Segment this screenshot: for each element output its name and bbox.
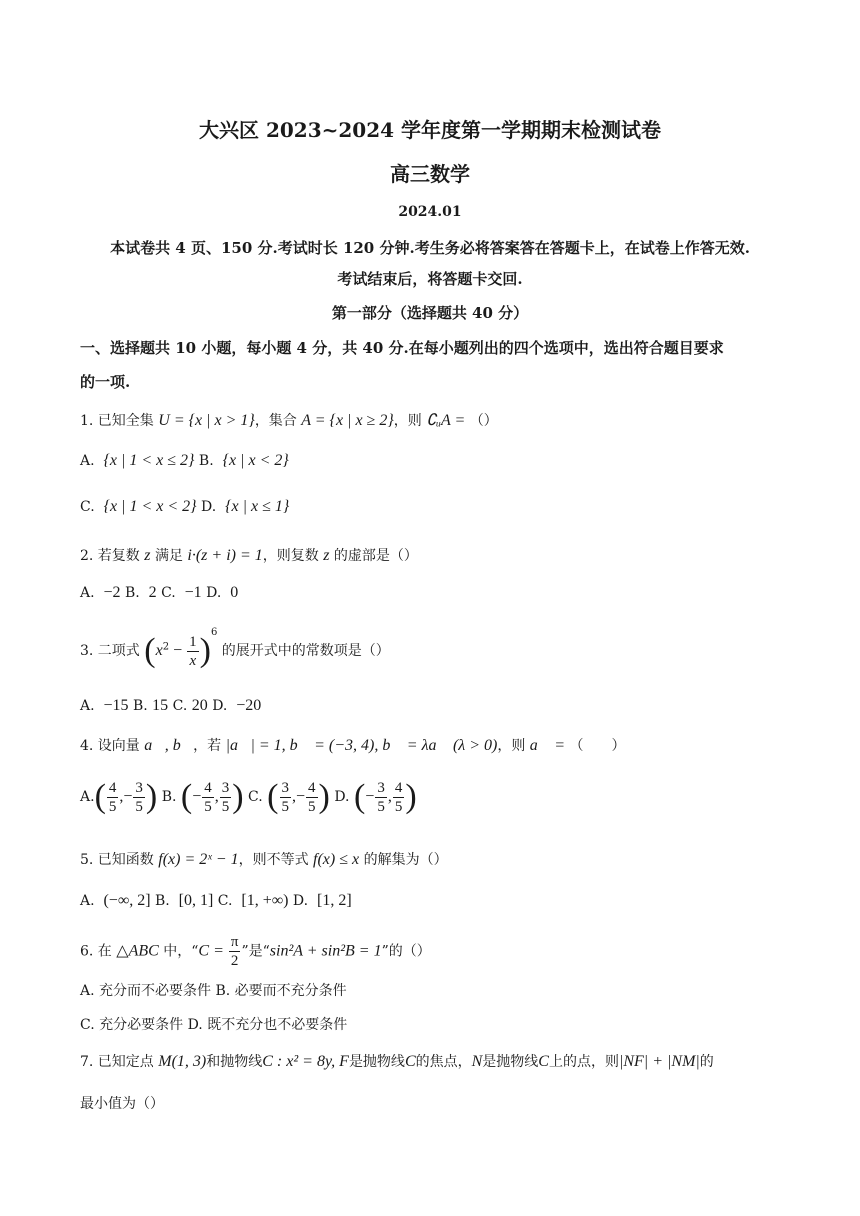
option-d: D. 0 xyxy=(206,584,239,601)
math-expression: |a⃗| = 1, b⃗ = (−3, 4), b⃗ = λa⃗ (λ > 0) xyxy=(225,737,498,754)
math-expression: f(x) = 2ˣ − 1 xyxy=(158,851,239,868)
option-b: B. (− $\frac{4}{5}$ , $\frac{3}{5}$ ) xyxy=(161,778,244,815)
option-b: B. 15 xyxy=(132,697,169,714)
section-heading-line-2: 的一项. xyxy=(80,373,131,391)
math-expression: △ABC xyxy=(116,942,159,960)
option-c: C. ( $\frac{3}{5}$ ,− $\frac{4}{5}$ ) xyxy=(248,778,330,815)
question-5-options xyxy=(80,892,352,910)
question-4-options xyxy=(80,778,417,816)
option-a: A. {x | 1 < x ≤ 2} xyxy=(80,452,195,469)
option-c: C. 充分必要条件 xyxy=(80,1017,184,1033)
question-3-options xyxy=(80,697,261,715)
option-c: C. [1, +∞) xyxy=(217,892,289,909)
option-d: D. {x | x ≤ 1} xyxy=(201,498,290,515)
section-heading-line-1: 一、选择题共 10 小题，每小题 4 分，共 40 分.在每小题列出的四个选项中，选出符合题目要求 xyxy=(80,339,724,357)
question-1-options-row-2 xyxy=(80,498,289,516)
part-heading: 第一部分（选择题共 40 分） xyxy=(331,304,529,322)
math-expression: C = xyxy=(198,942,228,960)
math-expression: a⃗ = xyxy=(529,737,566,754)
question-1-options-row-1 xyxy=(80,452,289,470)
option-b: B. [0, 1] xyxy=(155,892,214,909)
fraction: $\frac{1}{x}$ xyxy=(189,633,197,669)
question-3: 3. 二项式 ($x^2$ − $\frac{1}{x}$ )$^6$ 的展开式中的常数项是（） xyxy=(80,627,390,669)
math-expression: a⃗, b⃗ xyxy=(144,737,194,754)
math-expression: ∁ᵤA = xyxy=(426,412,466,429)
question-5: 5. 已知函数 f(x) = 2ˣ − 1，则不等式 f(x) ≤ x 的解集为（） xyxy=(80,851,448,868)
option-a: A. −15 xyxy=(80,697,129,714)
option-d: D. 既不充分也不必要条件 xyxy=(187,1017,348,1033)
question-2: 2. 若复数 z 满足 i·(z + i) = 1，则复数 z 的虚部是（） xyxy=(80,547,418,564)
math-expression: sin²A + sin²B = 1 xyxy=(269,942,382,960)
option-d: D. −20 xyxy=(212,697,262,714)
option-b: B. 2 xyxy=(124,584,157,601)
exam-subject: 高三数学 xyxy=(390,162,470,186)
exam-instructions-2: 考试结束后，将答题卡交回. xyxy=(337,270,523,288)
question-7: 7. 已知定点 M(1, 3)和抛物线C : x² = 8y, F是抛物线C的焦点，N是抛物线C上的点，则|NF| + |NM|的 xyxy=(80,1053,714,1070)
option-a: A. 充分而不必要条件 xyxy=(80,983,212,999)
math-expression: f(x) ≤ x xyxy=(313,851,360,868)
option-c: C. −1 xyxy=(161,584,202,601)
question-6-options-row-1 xyxy=(80,980,347,1000)
math-expression: M(1, 3) xyxy=(158,1053,207,1070)
math-expression: z xyxy=(144,547,151,564)
option-b: B. 必要而不充分条件 xyxy=(215,983,347,999)
option-a: A.( $\frac{4}{5}$ ,− $\frac{3}{5}$ ) xyxy=(80,778,158,815)
fraction: $\frac{\pi}{2}$ xyxy=(230,934,239,969)
exam-date: 2024.01 xyxy=(398,204,462,220)
math-expression: U = {x | x > 1} xyxy=(158,412,255,429)
option-d: D. (− $\frac{3}{5}$ , $\frac{4}{5}$ ) xyxy=(334,778,417,815)
option-d: D. [1, 2] xyxy=(292,892,352,909)
math-expression: A = {x | x ≥ 2} xyxy=(301,412,394,429)
math-expression: z xyxy=(323,547,330,564)
exam-title: 大兴区 2023~2024 学年度第一学期期末检测试卷 xyxy=(198,118,661,142)
option-a: A. (−∞, 2] xyxy=(80,892,151,909)
question-1: 1. 已知全集 U = {x | x > 1}，集合 A = {x | x ≥ 2}，则 ∁ᵤA = （） xyxy=(80,412,498,429)
question-6: 6. 在 △ABC 中，“C = $\frac{\pi}{2}$ ”是“sin²A + sin²B = 1”的（） xyxy=(80,934,431,969)
exam-instructions-1: 本试卷共 4 页、150 分.考试时长 120 分钟.考生务必将答案答在答题卡上，在试卷上作答无效. xyxy=(110,239,750,257)
question-stem: 1. 已知全集 xyxy=(80,413,154,429)
question-7-continuation: 最小值为（） xyxy=(80,1096,164,1112)
math-expression: C : x² = 8y, F xyxy=(262,1053,349,1070)
math-expression: i·(z + i) = 1 xyxy=(187,547,263,564)
math-expression: |NF| + |NM| xyxy=(618,1053,700,1070)
option-a: A. −2 xyxy=(80,584,121,601)
option-c: C. 20 xyxy=(172,697,208,714)
question-6-options-row-2 xyxy=(80,1014,347,1034)
math-expression: x xyxy=(155,642,163,659)
question-2-options xyxy=(80,584,238,602)
option-b: B. {x | x < 2} xyxy=(198,452,289,469)
option-c: C. {x | 1 < x < 2} xyxy=(80,498,197,515)
question-4: 4. 设向量 a⃗, b⃗，若 |a⃗| = 1, b⃗ = (−3, 4), b⃗ = λa⃗ (λ > 0)，则 a⃗ = （ ） xyxy=(80,737,626,754)
